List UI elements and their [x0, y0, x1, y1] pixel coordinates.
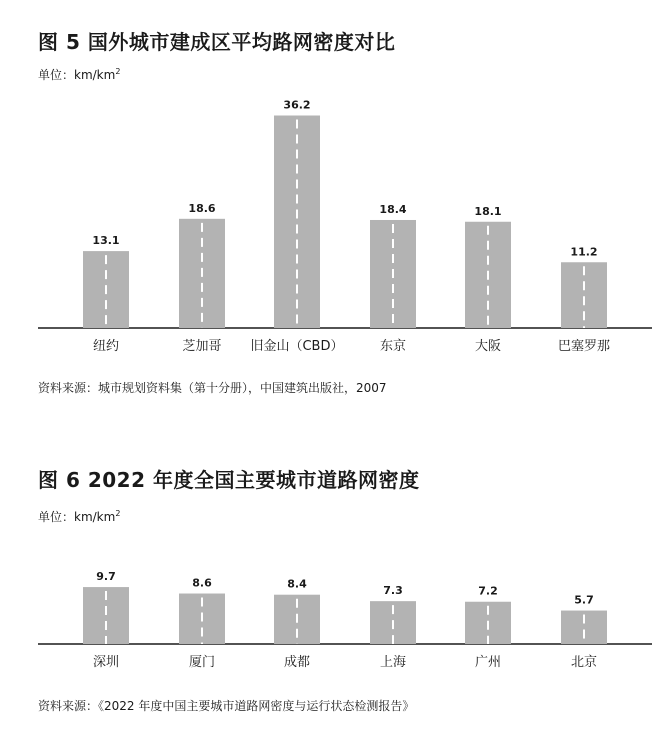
category-label: 厦门: [188, 655, 216, 670]
chart-1-unit-text: 单位：km/km: [38, 68, 116, 82]
data-label: 36.2: [283, 98, 311, 112]
category-label: 芝加哥: [182, 339, 222, 354]
category-label: 上海: [379, 655, 407, 670]
data-label: 18.4: [379, 202, 407, 216]
data-label: 8.6: [192, 576, 212, 590]
data-label: 18.6: [188, 201, 216, 215]
data-label: 7.3: [383, 584, 403, 598]
category-label: 北京: [570, 655, 598, 670]
chart-1-unit: [38, 66, 120, 83]
chart-1-source: 资料来源：城市规划资料集（第十分册），中国建筑出版社，2007: [38, 381, 387, 395]
category-label: 东京: [379, 339, 407, 354]
chart-2-unit: [38, 508, 120, 525]
data-label: 9.7: [96, 570, 116, 584]
category-label: 成都: [283, 655, 311, 670]
category-label: 旧金山（CBD）: [250, 339, 344, 354]
chart-2-unit-text: 单位：km/km: [38, 510, 116, 524]
data-label: 13.1: [92, 234, 120, 248]
chart-2-unit-superscript: 2: [115, 509, 121, 518]
chart-1-plot: [0, 90, 666, 365]
category-label: 广州: [474, 655, 502, 670]
category-label: 大阪: [474, 339, 502, 354]
chart-1-title: 图 5 国外城市建成区平均路网密度对比: [38, 30, 396, 54]
data-label: 8.4: [287, 577, 307, 591]
category-label: 巴塞罗那: [557, 339, 611, 354]
chart-2-source: 资料来源：《2022 年度中国主要城市道路网密度与运行状态检测报告》: [38, 699, 415, 713]
chart-2-title: 图 6 2022 年度全国主要城市道路网密度: [38, 468, 420, 492]
data-label: 11.2: [570, 245, 598, 259]
category-label: 深圳: [92, 655, 120, 670]
data-label: 7.2: [478, 584, 498, 598]
data-label: 18.1: [474, 204, 502, 218]
category-label: 纽约: [92, 339, 120, 354]
bar: [274, 116, 320, 328]
chart-1-unit-superscript: 2: [115, 67, 121, 76]
data-label: 5.7: [574, 593, 594, 607]
chart-2-plot: [0, 560, 666, 680]
